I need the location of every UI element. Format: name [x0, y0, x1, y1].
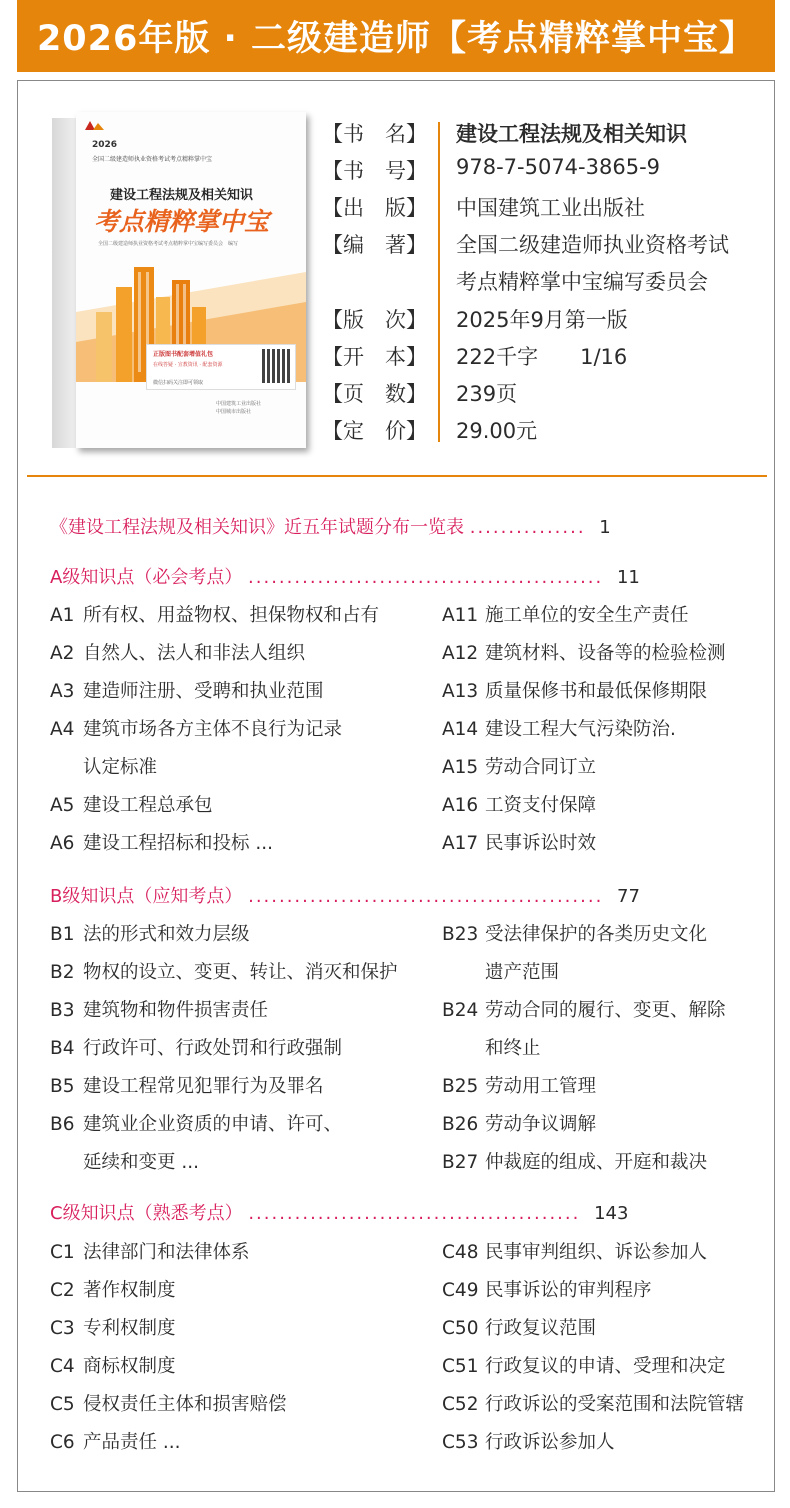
toc-item-text: 自然人、法人和非法人组织: [83, 643, 306, 664]
promo-note: 微信扫码关注即可领取: [153, 380, 204, 386]
info-label: 【开 本】: [322, 345, 427, 369]
toc-leader-dots: ...............: [469, 517, 586, 538]
info-label: 【页 数】: [322, 382, 427, 406]
toc-item-code: B24: [442, 1000, 479, 1021]
toc-item: [442, 639, 726, 665]
toc-item-code: C6: [50, 1432, 75, 1453]
info-label: 【编 著】: [322, 233, 427, 257]
toc-item: [442, 920, 707, 946]
toc-item-text: 和终止: [485, 1038, 541, 1059]
toc-item-text: 建设工程总承包: [83, 795, 213, 816]
toc-item-text: 劳动合同的履行、变更、解除: [485, 1000, 726, 1021]
toc-item-code: B23: [442, 924, 479, 945]
toc-item-code: C2: [50, 1280, 75, 1301]
book-spine: [52, 118, 78, 448]
toc-item: [50, 1148, 199, 1174]
info-value: 29.00元: [456, 419, 538, 443]
promo-title: 正版图书配套增值礼包: [153, 351, 214, 358]
publisher-name: 中国建筑工业出版社: [216, 401, 262, 407]
toc-leader-dots: ..............................................: [248, 886, 604, 907]
toc-item: [442, 958, 559, 984]
toc-item-text: 行政诉讼参加人: [485, 1432, 615, 1453]
toc-item: [442, 1276, 652, 1302]
toc-item-text: 质量保修书和最低保修期限: [485, 681, 708, 702]
toc-item: [442, 1238, 707, 1264]
toc-item-text: 施工单位的安全生产责任: [485, 605, 689, 626]
cover-promo-box: [146, 344, 296, 390]
toc-item-code: C3: [50, 1318, 75, 1339]
toc-item-code: A15: [442, 757, 479, 778]
book-front: [76, 112, 306, 448]
toc-item-text: 专利权制度: [83, 1318, 176, 1339]
toc-item-code: B27: [442, 1152, 479, 1173]
info-label: 【书 号】: [322, 159, 427, 183]
toc-item: [50, 1352, 176, 1378]
toc-section-b-page: 77: [617, 886, 640, 907]
toc-item-text: 民事诉讼的审判程序: [485, 1280, 652, 1301]
title-banner: [17, 0, 775, 72]
cover-editor: 全国二级建造师执业资格考试考点精粹掌中宝编写委员会 编写: [98, 241, 239, 247]
toc-item: [50, 1428, 181, 1454]
toc-item-code: A3: [50, 681, 75, 702]
toc-item-code: C51: [442, 1356, 479, 1377]
toc-item-text: 劳动争议调解: [485, 1114, 597, 1135]
cover-series: 全国二级建造师执业资格考试考点精粹掌中宝: [92, 156, 213, 163]
toc-section-c: [50, 1199, 628, 1225]
toc-item-text: 建筑材料、设备等的检验检测: [485, 643, 726, 664]
toc-item-code: C48: [442, 1242, 479, 1263]
toc-item-text: 物权的设立、变更、转让、消灭和保护: [83, 962, 398, 983]
toc-item-text: 民事审判组织、诉讼参加人: [485, 1242, 708, 1263]
toc-item-code: C52: [442, 1394, 479, 1415]
toc-item: [442, 1110, 596, 1136]
toc-section-a-page: 11: [616, 567, 640, 588]
toc-item-text: 劳动用工管理: [485, 1076, 597, 1097]
info-value: 222千字 1/16: [456, 345, 628, 369]
toc-item-text: 工资支付保障: [485, 795, 597, 816]
toc-item-text: 受法律保护的各类历史文化: [485, 924, 708, 945]
toc-item: [442, 1352, 726, 1378]
toc-item-code: A16: [442, 795, 479, 816]
toc-item: [50, 920, 250, 946]
toc-item: [50, 1034, 342, 1060]
toc-item-code: C1: [50, 1242, 75, 1263]
book-cover-image: [52, 112, 307, 452]
toc-item-code: B5: [50, 1076, 75, 1097]
info-value: 2025年9月第一版: [456, 308, 628, 332]
toc-item: [442, 791, 596, 817]
toc-item-text: 建造师注册、受聘和执业范围: [83, 681, 324, 702]
toc-item-code: A5: [50, 795, 75, 816]
toc-item-code: B26: [442, 1114, 479, 1135]
toc-leader-dots: ..............................................: [248, 567, 604, 588]
cover-main-title: 考点精粹掌中宝: [94, 207, 270, 236]
info-label: 【书 名】: [322, 122, 427, 146]
toc-item: [50, 601, 379, 627]
toc-item: [442, 1314, 596, 1340]
toc-overview-title: 《建设工程法规及相关知识》近五年试题分布一览表: [50, 517, 464, 538]
toc-item: [442, 753, 596, 779]
toc-item: [442, 601, 689, 627]
toc-item-text: 遗产范围: [485, 962, 560, 983]
toc-section-b: [50, 882, 640, 908]
toc-item-code: C49: [442, 1280, 479, 1301]
toc-overview-page: 1: [599, 517, 611, 538]
toc-item-text: 建筑市场各方主体不良行为记录: [83, 719, 343, 740]
toc-item: [442, 715, 676, 741]
toc-item-code: A2: [50, 643, 75, 664]
toc-item: [442, 1072, 596, 1098]
toc-item-code: C50: [442, 1318, 479, 1339]
toc-section-a: [50, 563, 640, 589]
toc-item-code: A12: [442, 643, 479, 664]
toc-item: [50, 715, 342, 741]
toc-section-b-title: B级知识点（应知考点）: [50, 886, 243, 907]
toc-item: [50, 677, 324, 703]
qr-code-icon: [262, 349, 292, 383]
toc-item-code: C53: [442, 1432, 479, 1453]
toc-item-code: C4: [50, 1356, 75, 1377]
promo-tags: 在线答疑 · 宣教资讯 · 配套资源: [153, 362, 223, 368]
section-divider: [27, 475, 767, 477]
toc-item: [50, 958, 398, 984]
toc-item: [50, 829, 273, 855]
info-value: 239页: [456, 382, 518, 406]
info-label: 【版 次】: [322, 308, 427, 332]
toc-section-c-title: C级知识点（熟悉考点）: [50, 1203, 243, 1224]
toc-item-text: 法律部门和法律体系: [83, 1242, 250, 1263]
toc-item-text: 建设工程常见犯罪行为及罪名: [83, 1076, 324, 1097]
info-value: 全国二级建造师执业资格考试: [456, 233, 729, 257]
toc-item-text: 行政许可、行政处罚和行政强制: [83, 1038, 343, 1059]
toc-item: [50, 1110, 342, 1136]
cover-title: 建设工程法规及相关知识: [110, 188, 254, 203]
toc-item-code: A4: [50, 719, 75, 740]
toc-item-code: B3: [50, 1000, 75, 1021]
toc-item-text: 行政复议的申请、受理和决定: [485, 1356, 726, 1377]
toc-item: [50, 791, 213, 817]
publisher-logo-icon: [82, 118, 108, 134]
toc-item: [442, 1428, 615, 1454]
cover-publishers: [216, 400, 261, 416]
toc-item-code: A17: [442, 833, 479, 854]
toc-item: [50, 1314, 176, 1340]
toc-item-text: 行政诉讼的受案范围和法院管辖: [485, 1394, 745, 1415]
toc-item: [50, 753, 157, 779]
toc-item-text: 法的形式和效力层级: [83, 924, 250, 945]
toc-item-text: 著作权制度: [83, 1280, 176, 1301]
toc-item-code: A11: [442, 605, 479, 626]
toc-item: [442, 829, 596, 855]
toc-overview: [50, 513, 611, 539]
toc-item-text: 劳动合同订立: [485, 757, 597, 778]
info-divider-line: [438, 122, 440, 442]
toc-item-text: 延续和变更 ...: [83, 1152, 200, 1173]
toc-item: [442, 996, 726, 1022]
info-label: 【定 价】: [322, 419, 427, 443]
toc-item: [442, 677, 707, 703]
toc-item-text: 所有权、用益物权、担保物权和占有: [83, 605, 380, 626]
toc-item-code: A1: [50, 605, 75, 626]
info-value: 考点精粹掌中宝编写委员会: [456, 270, 708, 294]
toc-section-c-page: 143: [594, 1203, 629, 1224]
toc-item-code: B6: [50, 1114, 75, 1135]
toc-item-code: A13: [442, 681, 479, 702]
publisher-name-2: 中国城市出版社: [216, 409, 252, 415]
toc-leader-dots: ...........................................: [248, 1203, 581, 1224]
info-value: 中国建筑工业出版社: [456, 196, 645, 220]
toc-item: [442, 1390, 744, 1416]
toc-item: [442, 1034, 541, 1060]
toc-item-code: A14: [442, 719, 479, 740]
toc-item-text: 建筑物和物件损害责任: [83, 1000, 269, 1021]
toc-item: [442, 1148, 707, 1174]
toc-item-code: B2: [50, 962, 75, 983]
toc-item: [50, 996, 268, 1022]
toc-item: [50, 639, 305, 665]
info-value: 建设工程法规及相关知识: [456, 122, 687, 146]
toc-item: [50, 1390, 287, 1416]
toc-item: [50, 1072, 324, 1098]
toc-item-text: 产品责任 ...: [83, 1432, 181, 1453]
toc-item-text: 侵权责任主体和损害赔偿: [83, 1394, 287, 1415]
toc-item-text: 建筑业企业资质的申请、许可、: [83, 1114, 343, 1135]
toc-item-text: 认定标准: [83, 757, 158, 778]
toc-item-text: 民事诉讼时效: [485, 833, 597, 854]
toc-item: [50, 1238, 250, 1264]
toc-item-code: B25: [442, 1076, 479, 1097]
toc-item-text: 商标权制度: [83, 1356, 176, 1377]
toc-item-code: A6: [50, 833, 75, 854]
toc-section-a-title: A级知识点（必会考点）: [50, 567, 243, 588]
cover-year: 2026: [92, 140, 118, 150]
banner-title: 2026年版 · 二级建造师【考点精粹掌中宝】: [36, 19, 756, 59]
toc-item-text: 行政复议范围: [485, 1318, 597, 1339]
info-value: 978-7-5074-3865-9: [456, 155, 661, 179]
toc-item: [50, 1276, 176, 1302]
toc-item-code: C5: [50, 1394, 75, 1415]
toc-item-code: B1: [50, 924, 75, 945]
toc-item-code: B4: [50, 1038, 75, 1059]
toc-item-text: 建设工程招标和投标 ...: [83, 833, 274, 854]
toc-item-text: 建设工程大气污染防治.: [485, 719, 676, 740]
info-label: 【出 版】: [322, 196, 427, 220]
toc-item-text: 仲裁庭的组成、开庭和裁决: [485, 1152, 708, 1173]
